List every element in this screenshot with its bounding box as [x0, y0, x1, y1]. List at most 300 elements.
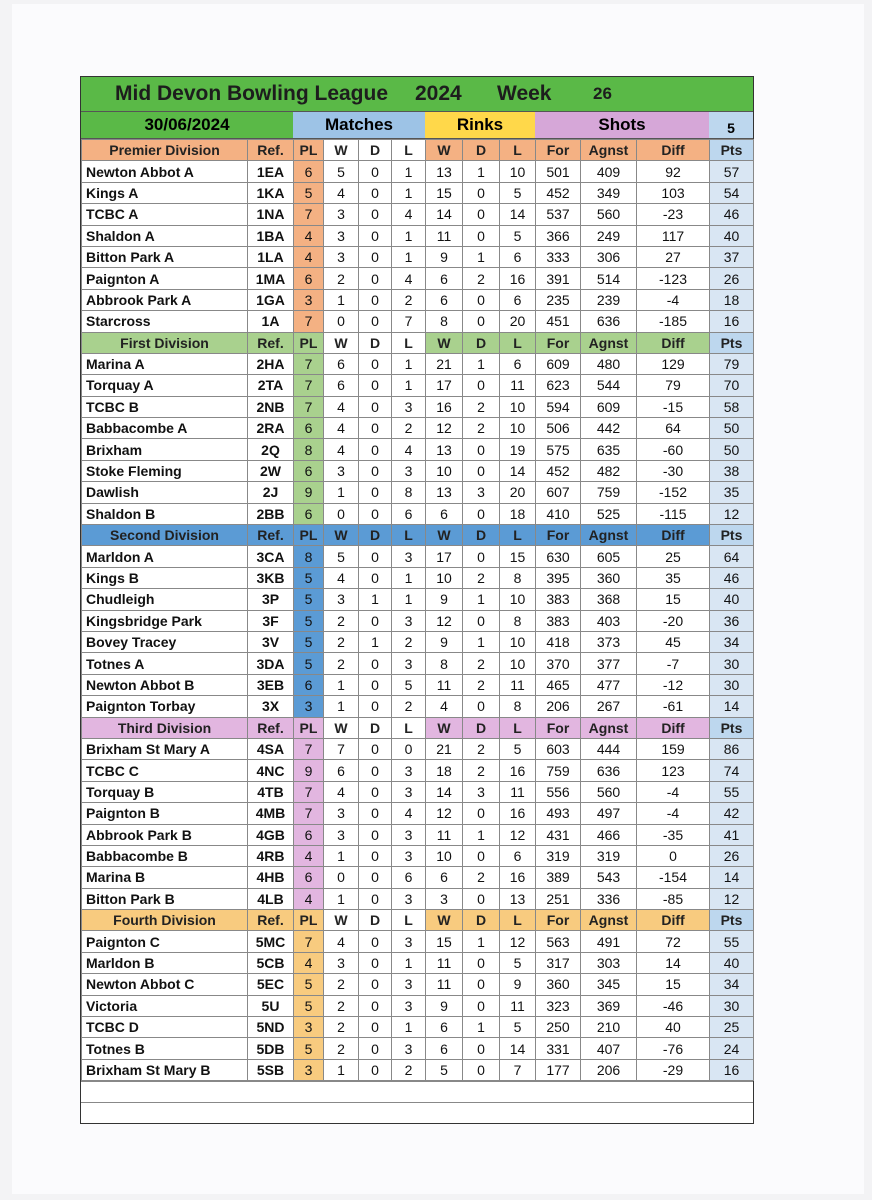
team-name: Totnes B	[82, 1038, 248, 1059]
column-header: W	[324, 525, 359, 546]
team-name: Newton Abbot B	[82, 674, 248, 695]
shots-diff: 79	[637, 375, 710, 396]
team-name: Bitton Park B	[82, 888, 248, 909]
shots-for: 206	[536, 696, 581, 717]
ref-code: 4RB	[248, 845, 294, 866]
column-header: D	[463, 525, 500, 546]
column-header: D	[463, 140, 500, 161]
matches-lost: 3	[392, 1038, 426, 1059]
column-header: Agnst	[581, 332, 637, 353]
ref-code: 1GA	[248, 289, 294, 310]
rinks-lost: 13	[500, 888, 536, 909]
played: 3	[294, 696, 324, 717]
shots-for: 623	[536, 375, 581, 396]
shots-diff: 15	[637, 589, 710, 610]
shots-diff: -185	[637, 311, 710, 332]
column-header: Agnst	[581, 525, 637, 546]
matches-drawn: 0	[359, 738, 392, 759]
rinks-won: 10	[426, 845, 463, 866]
matches-won: 3	[324, 589, 359, 610]
matches-lost: 1	[392, 1017, 426, 1038]
rinks-won: 6	[426, 289, 463, 310]
matches-drawn: 0	[359, 931, 392, 952]
ref-code: 2TA	[248, 375, 294, 396]
played: 6	[294, 418, 324, 439]
matches-lost: 3	[392, 824, 426, 845]
matches-won: 7	[324, 738, 359, 759]
points: 26	[710, 845, 754, 866]
shots-for: 317	[536, 952, 581, 973]
rinks-won: 13	[426, 161, 463, 182]
column-header: D	[463, 717, 500, 738]
table-row	[82, 995, 754, 1016]
shots-diff: -29	[637, 1059, 710, 1080]
rinks-drawn: 1	[463, 589, 500, 610]
shots-for: 410	[536, 503, 581, 524]
week-label: Week	[497, 82, 552, 105]
table-row	[82, 845, 754, 866]
matches-won: 3	[324, 460, 359, 481]
rinks-drawn: 3	[463, 482, 500, 503]
matches-won: 2	[324, 1038, 359, 1059]
team-name: Brixham St Mary A	[82, 738, 248, 759]
table-row	[82, 1017, 754, 1038]
rinks-drawn: 2	[463, 567, 500, 588]
division-name: Premier Division	[82, 140, 248, 161]
rinks-won: 5	[426, 1059, 463, 1080]
rinks-lost: 12	[500, 824, 536, 845]
ref-code: 1KA	[248, 182, 294, 203]
table-row	[82, 225, 754, 246]
season-year: 2024	[415, 82, 462, 105]
ref-code: 2HA	[248, 353, 294, 374]
matches-won: 1	[324, 696, 359, 717]
shots-against: 636	[581, 760, 637, 781]
table-row	[82, 268, 754, 289]
column-header: For	[536, 332, 581, 353]
rinks-won: 11	[426, 225, 463, 246]
table-row	[82, 418, 754, 439]
table-row	[82, 567, 754, 588]
rinks-drawn: 0	[463, 1038, 500, 1059]
rinks-lost: 5	[500, 225, 536, 246]
points: 12	[710, 503, 754, 524]
rinks-lost: 6	[500, 353, 536, 374]
team-name: Newton Abbot A	[82, 161, 248, 182]
rinks-won: 17	[426, 546, 463, 567]
matches-drawn: 0	[359, 311, 392, 332]
rinks-lost: 14	[500, 1038, 536, 1059]
rinks-lost: 16	[500, 803, 536, 824]
matches-lost: 4	[392, 439, 426, 460]
matches-won: 1	[324, 845, 359, 866]
ref-code: 1MA	[248, 268, 294, 289]
matches-won: 2	[324, 974, 359, 995]
column-header: Ref.	[248, 525, 294, 546]
matches-lost: 1	[392, 182, 426, 203]
table-row	[82, 546, 754, 567]
column-header: For	[536, 717, 581, 738]
ref-code: 4SA	[248, 738, 294, 759]
rinks-drawn: 1	[463, 824, 500, 845]
rinks-drawn: 0	[463, 845, 500, 866]
shots-diff: 15	[637, 974, 710, 995]
ref-code: 4LB	[248, 888, 294, 909]
rinks-drawn: 2	[463, 268, 500, 289]
points: 46	[710, 567, 754, 588]
played: 8	[294, 439, 324, 460]
rinks-won: 12	[426, 803, 463, 824]
matches-lost: 1	[392, 589, 426, 610]
matches-drawn: 0	[359, 824, 392, 845]
matches-won: 4	[324, 182, 359, 203]
team-name: Babbacombe A	[82, 418, 248, 439]
ref-code: 1A	[248, 311, 294, 332]
rinks-lost: 9	[500, 974, 536, 995]
shots-for: 465	[536, 674, 581, 695]
table-row	[82, 482, 754, 503]
matches-drawn: 1	[359, 589, 392, 610]
team-name: Marina B	[82, 867, 248, 888]
matches-lost: 1	[392, 353, 426, 374]
column-header: L	[500, 910, 536, 931]
shots-for: 177	[536, 1059, 581, 1080]
rinks-lost: 10	[500, 589, 536, 610]
blank-row	[81, 1081, 753, 1102]
rinks-drawn: 0	[463, 311, 500, 332]
rinks-drawn: 0	[463, 375, 500, 396]
rinks-lost: 16	[500, 760, 536, 781]
division-header-row	[82, 140, 754, 161]
matches-lost: 1	[392, 161, 426, 182]
ref-code: 2J	[248, 482, 294, 503]
team-name: Brixham St Mary B	[82, 1059, 248, 1080]
ref-code: 4HB	[248, 867, 294, 888]
table-row	[82, 161, 754, 182]
league-table	[80, 76, 754, 1124]
rinks-drawn: 0	[463, 1059, 500, 1080]
shots-against: 543	[581, 867, 637, 888]
matches-lost: 2	[392, 1059, 426, 1080]
team-name: Paignton B	[82, 803, 248, 824]
ref-code: 3CA	[248, 546, 294, 567]
points: 35	[710, 482, 754, 503]
rinks-group-header: Rinks	[425, 112, 535, 138]
shots-diff: 27	[637, 246, 710, 267]
column-header: Ref.	[248, 717, 294, 738]
table-row	[82, 1059, 754, 1080]
matches-won: 3	[324, 824, 359, 845]
rinks-lost: 10	[500, 631, 536, 652]
team-name: Kings A	[82, 182, 248, 203]
shots-against: 360	[581, 567, 637, 588]
rinks-won: 21	[426, 353, 463, 374]
division-name: Third Division	[82, 717, 248, 738]
matches-won: 3	[324, 952, 359, 973]
rinks-drawn: 2	[463, 653, 500, 674]
points: 16	[710, 1059, 754, 1080]
column-header: W	[324, 717, 359, 738]
matches-drawn: 0	[359, 1059, 392, 1080]
matches-lost: 1	[392, 375, 426, 396]
column-header: L	[392, 332, 426, 353]
points: 40	[710, 589, 754, 610]
rinks-lost: 7	[500, 1059, 536, 1080]
rinks-won: 9	[426, 631, 463, 652]
column-header: Diff	[637, 140, 710, 161]
shots-for: 250	[536, 1017, 581, 1038]
shots-for: 556	[536, 781, 581, 802]
column-header: L	[392, 140, 426, 161]
shots-against: 409	[581, 161, 637, 182]
shots-for: 575	[536, 439, 581, 460]
column-header: W	[426, 332, 463, 353]
matches-lost: 2	[392, 289, 426, 310]
matches-won: 4	[324, 439, 359, 460]
points: 42	[710, 803, 754, 824]
team-name: Shaldon A	[82, 225, 248, 246]
group-header-row	[81, 112, 753, 139]
points: 58	[710, 396, 754, 417]
points: 74	[710, 760, 754, 781]
points: 86	[710, 738, 754, 759]
rinks-drawn: 0	[463, 952, 500, 973]
played: 5	[294, 610, 324, 631]
column-header: Ref.	[248, 140, 294, 161]
rinks-won: 4	[426, 696, 463, 717]
rinks-won: 12	[426, 610, 463, 631]
matches-drawn: 0	[359, 674, 392, 695]
column-header: D	[359, 910, 392, 931]
rinks-won: 9	[426, 246, 463, 267]
matches-lost: 2	[392, 631, 426, 652]
column-header: Diff	[637, 332, 710, 353]
shots-against: 609	[581, 396, 637, 417]
played: 9	[294, 482, 324, 503]
matches-lost: 5	[392, 674, 426, 695]
rinks-lost: 14	[500, 204, 536, 225]
rinks-lost: 11	[500, 674, 536, 695]
table-row	[82, 246, 754, 267]
shots-diff: 92	[637, 161, 710, 182]
column-header: W	[426, 910, 463, 931]
column-header: Ref.	[248, 910, 294, 931]
shots-against: 444	[581, 738, 637, 759]
column-header: W	[324, 332, 359, 353]
shots-diff: -4	[637, 781, 710, 802]
rinks-lost: 20	[500, 311, 536, 332]
table-row	[82, 653, 754, 674]
ref-code: 3V	[248, 631, 294, 652]
played: 4	[294, 952, 324, 973]
shots-against: 525	[581, 503, 637, 524]
shots-diff: -4	[637, 289, 710, 310]
shots-diff: 35	[637, 567, 710, 588]
rinks-lost: 20	[500, 482, 536, 503]
played: 6	[294, 460, 324, 481]
played: 5	[294, 653, 324, 674]
matches-drawn: 0	[359, 610, 392, 631]
shots-for: 563	[536, 931, 581, 952]
matches-won: 2	[324, 610, 359, 631]
rinks-lost: 11	[500, 995, 536, 1016]
column-header: W	[426, 140, 463, 161]
column-header: D	[463, 332, 500, 353]
column-header: L	[392, 717, 426, 738]
rinks-won: 15	[426, 182, 463, 203]
played: 3	[294, 1059, 324, 1080]
shots-against: 377	[581, 653, 637, 674]
matches-won: 5	[324, 161, 359, 182]
matches-drawn: 0	[359, 803, 392, 824]
matches-drawn: 0	[359, 353, 392, 374]
matches-drawn: 0	[359, 1017, 392, 1038]
matches-lost: 8	[392, 482, 426, 503]
played: 4	[294, 225, 324, 246]
rinks-drawn: 2	[463, 396, 500, 417]
shots-against: 759	[581, 482, 637, 503]
matches-lost: 3	[392, 396, 426, 417]
shots-for: 452	[536, 182, 581, 203]
matches-won: 6	[324, 353, 359, 374]
matches-won: 3	[324, 803, 359, 824]
rinks-won: 9	[426, 995, 463, 1016]
matches-won: 4	[324, 781, 359, 802]
team-name: TCBC C	[82, 760, 248, 781]
shots-diff: 159	[637, 738, 710, 759]
rinks-lost: 5	[500, 738, 536, 759]
shots-for: 609	[536, 353, 581, 374]
column-header: L	[500, 717, 536, 738]
matches-drawn: 0	[359, 503, 392, 524]
shots-against: 477	[581, 674, 637, 695]
table-row	[82, 289, 754, 310]
played: 3	[294, 289, 324, 310]
shots-against: 306	[581, 246, 637, 267]
column-header: L	[500, 332, 536, 353]
shots-against: 369	[581, 995, 637, 1016]
shots-for: 319	[536, 845, 581, 866]
rinks-won: 11	[426, 674, 463, 695]
column-header: Pts	[710, 910, 754, 931]
matches-lost: 6	[392, 867, 426, 888]
shots-diff: -15	[637, 396, 710, 417]
matches-drawn: 0	[359, 845, 392, 866]
column-header: Diff	[637, 525, 710, 546]
column-header: PL	[294, 717, 324, 738]
table-row	[82, 824, 754, 845]
team-name: Torquay B	[82, 781, 248, 802]
matches-lost: 3	[392, 995, 426, 1016]
shots-against: 303	[581, 952, 637, 973]
column-header: Agnst	[581, 717, 637, 738]
rinks-drawn: 0	[463, 803, 500, 824]
rinks-drawn: 0	[463, 610, 500, 631]
team-name: Chudleigh	[82, 589, 248, 610]
matches-drawn: 0	[359, 204, 392, 225]
shots-against: 319	[581, 845, 637, 866]
points: 55	[710, 781, 754, 802]
team-name: Torquay A	[82, 375, 248, 396]
matches-won: 0	[324, 503, 359, 524]
matches-drawn: 0	[359, 653, 392, 674]
rinks-won: 6	[426, 503, 463, 524]
rinks-lost: 6	[500, 289, 536, 310]
table-row	[82, 353, 754, 374]
rinks-won: 18	[426, 760, 463, 781]
ref-code: 4TB	[248, 781, 294, 802]
played: 4	[294, 888, 324, 909]
shots-for: 235	[536, 289, 581, 310]
matches-won: 6	[324, 760, 359, 781]
points: 55	[710, 931, 754, 952]
matches-lost: 4	[392, 204, 426, 225]
rinks-won: 3	[426, 888, 463, 909]
team-name: TCBC A	[82, 204, 248, 225]
points: 64	[710, 546, 754, 567]
division-name: Fourth Division	[82, 910, 248, 931]
points: 40	[710, 225, 754, 246]
team-name: Starcross	[82, 311, 248, 332]
ref-code: 5CB	[248, 952, 294, 973]
team-name: Paignton C	[82, 931, 248, 952]
column-header: For	[536, 910, 581, 931]
rinks-drawn: 1	[463, 246, 500, 267]
shots-diff: 72	[637, 931, 710, 952]
rinks-won: 8	[426, 653, 463, 674]
matches-drawn: 0	[359, 995, 392, 1016]
matches-won: 1	[324, 674, 359, 695]
played: 4	[294, 246, 324, 267]
column-header: D	[359, 525, 392, 546]
ref-code: 5MC	[248, 931, 294, 952]
column-header: Pts	[710, 140, 754, 161]
table-row	[82, 375, 754, 396]
shots-against: 482	[581, 460, 637, 481]
shots-against: 373	[581, 631, 637, 652]
shots-against: 442	[581, 418, 637, 439]
shots-against: 491	[581, 931, 637, 952]
table-row	[82, 589, 754, 610]
team-name: Shaldon B	[82, 503, 248, 524]
standings-table	[81, 139, 754, 1081]
rinks-won: 10	[426, 460, 463, 481]
team-name: Kings B	[82, 567, 248, 588]
points: 34	[710, 631, 754, 652]
column-header: Agnst	[581, 910, 637, 931]
rinks-won: 6	[426, 1038, 463, 1059]
rinks-drawn: 1	[463, 353, 500, 374]
played: 5	[294, 182, 324, 203]
table-row	[82, 503, 754, 524]
shots-diff: 123	[637, 760, 710, 781]
team-name: Marldon B	[82, 952, 248, 973]
league-name: Mid Devon Bowling League	[115, 82, 389, 105]
team-name: Bitton Park A	[82, 246, 248, 267]
division-header-row	[82, 525, 754, 546]
played: 7	[294, 738, 324, 759]
ref-code: 3KB	[248, 567, 294, 588]
points: 37	[710, 246, 754, 267]
points: 18	[710, 289, 754, 310]
column-header: W	[426, 717, 463, 738]
rinks-won: 14	[426, 204, 463, 225]
shots-diff: -23	[637, 204, 710, 225]
column-header: Diff	[637, 910, 710, 931]
rinks-drawn: 2	[463, 418, 500, 439]
matches-drawn: 0	[359, 161, 392, 182]
matches-drawn: 0	[359, 567, 392, 588]
